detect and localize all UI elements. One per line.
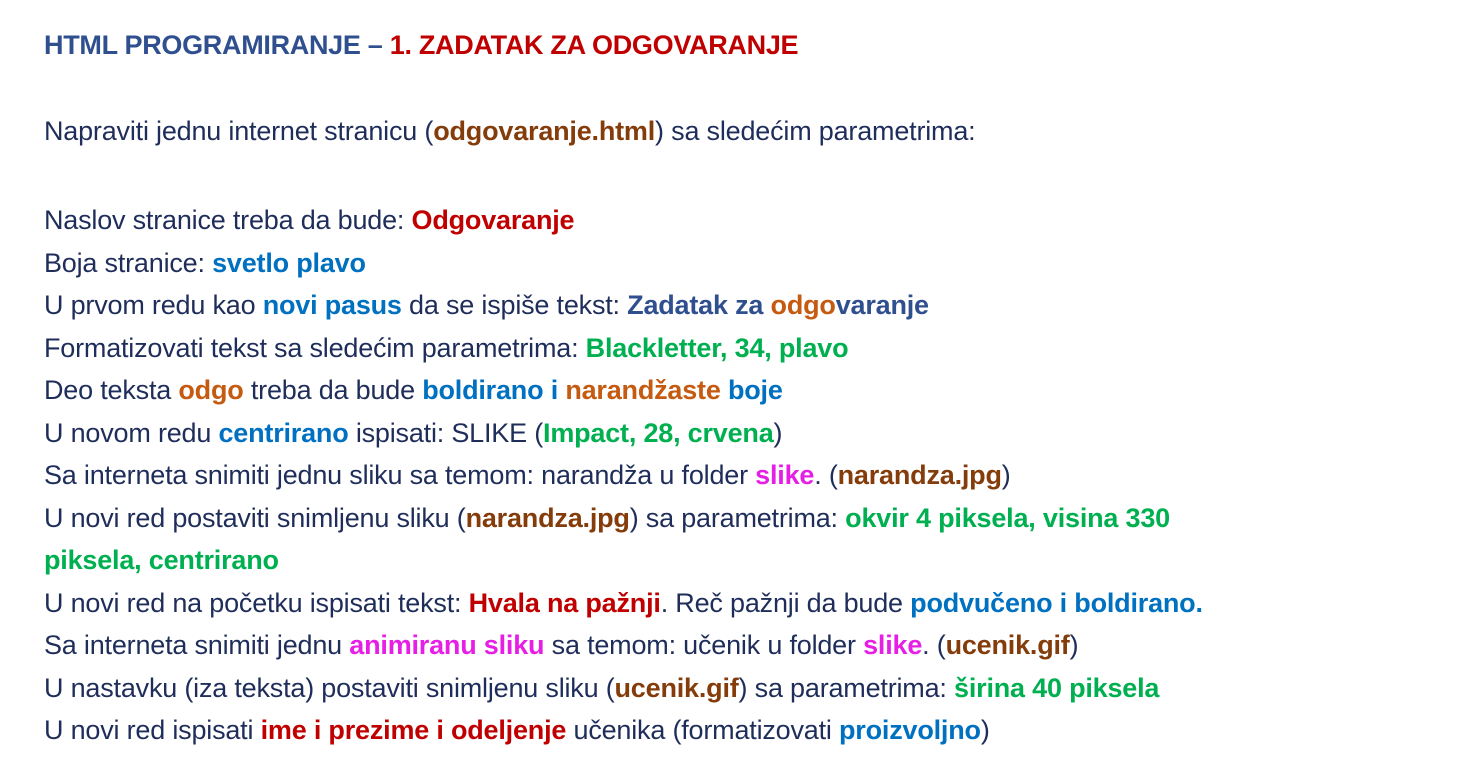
instruction-line xyxy=(44,327,1444,370)
instruction-highlight: slike xyxy=(755,460,815,490)
instruction-highlight: širina 40 piksela xyxy=(954,672,1160,703)
instruction-highlight: boje xyxy=(720,375,783,405)
instruction-text: ) xyxy=(1069,630,1079,660)
intro-text-end: ) sa sledećim parametrima: xyxy=(655,116,976,146)
instruction-highlight: narandžaste xyxy=(565,375,721,405)
instruction-text: treba da bude xyxy=(243,375,423,405)
instruction-highlight: boldirano i xyxy=(422,375,566,405)
instruction-highlight: narandza.jpg xyxy=(465,502,630,533)
instruction-highlight: Odgovaranje xyxy=(411,205,575,235)
instruction-text: . ( xyxy=(922,630,946,660)
instruction-highlight: okvir 4 piksela, visina 330 xyxy=(845,502,1170,533)
instruction-text: Formatizovati tekst sa sledećim parametrima: xyxy=(44,332,586,363)
instruction-highlight: piksela, centrirano xyxy=(44,545,279,575)
instruction-highlight: podvučeno i boldirano. xyxy=(910,587,1203,618)
instruction-highlight: centrirano xyxy=(218,417,349,448)
heading-topic: HTML PROGRAMIRANJE – xyxy=(44,30,390,60)
instruction-line xyxy=(44,582,1444,625)
heading-task: 1. ZADATAK ZA ODGOVARANJE xyxy=(389,30,799,60)
intro-filename: odgovaranje.html xyxy=(433,116,656,146)
instruction-text: sa temom: učenik u folder xyxy=(544,630,864,660)
intro-text: Napraviti jednu internet stranicu ( xyxy=(44,116,434,146)
instruction-text: ) xyxy=(1001,460,1011,490)
instruction-text: ) sa parametrima: xyxy=(738,672,955,703)
instruction-text: ) sa parametrima: xyxy=(629,502,846,533)
instruction-line xyxy=(44,497,1444,540)
instruction-highlight: varanje xyxy=(835,290,929,320)
instruction-line xyxy=(44,199,1444,242)
instruction-text: ) xyxy=(773,417,783,448)
instruction-text: U novom redu xyxy=(44,417,219,448)
instruction-text: . ( xyxy=(814,460,838,490)
instruction-highlight: proizvoljno xyxy=(839,715,981,745)
instruction-text: Sa interneta snimiti jednu sliku sa temom: narandža u folder xyxy=(44,460,756,490)
instruction-text: U nastavku (iza teksta) postaviti snimljenu sliku ( xyxy=(44,672,615,703)
instruction-highlight: ime i prezime i odeljenje xyxy=(260,715,567,745)
instruction-list xyxy=(44,199,1444,752)
instruction-line xyxy=(44,667,1444,710)
instruction-line xyxy=(44,624,1444,667)
instruction-text: U novi red ispisati xyxy=(44,715,261,745)
instruction-line xyxy=(44,709,1444,752)
instruction-text: Sa interneta snimiti jednu xyxy=(44,630,350,660)
instruction-text: da se ispiše tekst: xyxy=(401,290,628,320)
instruction-highlight: odgo xyxy=(178,375,244,405)
instruction-line xyxy=(44,412,1444,455)
instruction-highlight: narandza.jpg xyxy=(837,460,1002,490)
instruction-highlight: animiranu sliku xyxy=(349,630,545,660)
instruction-text: U novi red postaviti snimljenu sliku ( xyxy=(44,502,466,533)
instruction-text: U prvom redu kao xyxy=(44,290,263,320)
instruction-line xyxy=(44,369,1444,412)
instruction-line xyxy=(44,242,1444,285)
instruction-text: učenika (formatizovati xyxy=(566,715,840,745)
instruction-text: U novi red na početku ispisati tekst: xyxy=(44,587,469,618)
instruction-highlight: svetlo plavo xyxy=(212,247,366,278)
instruction-text: ispisati: SLIKE ( xyxy=(348,417,544,448)
instruction-highlight: slike xyxy=(863,630,923,660)
instruction-line xyxy=(44,284,1444,327)
instruction-highlight: Zadatak za xyxy=(627,290,771,320)
instruction-text: . Reč pažnji da bude xyxy=(660,587,911,618)
document-heading xyxy=(44,30,798,61)
instruction-highlight: novi pasus xyxy=(262,290,402,320)
instruction-text: Boja stranice: xyxy=(44,247,213,278)
instruction-text: Naslov stranice treba da bude: xyxy=(44,205,412,235)
instruction-line xyxy=(44,454,1444,497)
instruction-highlight: Impact, 28, crvena xyxy=(543,417,774,448)
instruction-highlight: Blackletter, 34, plavo xyxy=(585,332,849,363)
instruction-text: Deo teksta xyxy=(44,375,179,405)
instruction-highlight: ucenik.gif xyxy=(945,630,1070,660)
instruction-highlight: odgo xyxy=(770,290,836,320)
instruction-line xyxy=(44,539,1444,582)
instruction-highlight: Hvala na pažnji xyxy=(468,587,661,618)
instruction-text: ) xyxy=(980,715,990,745)
instruction-highlight: ucenik.gif xyxy=(614,672,739,703)
intro-paragraph xyxy=(44,116,975,147)
